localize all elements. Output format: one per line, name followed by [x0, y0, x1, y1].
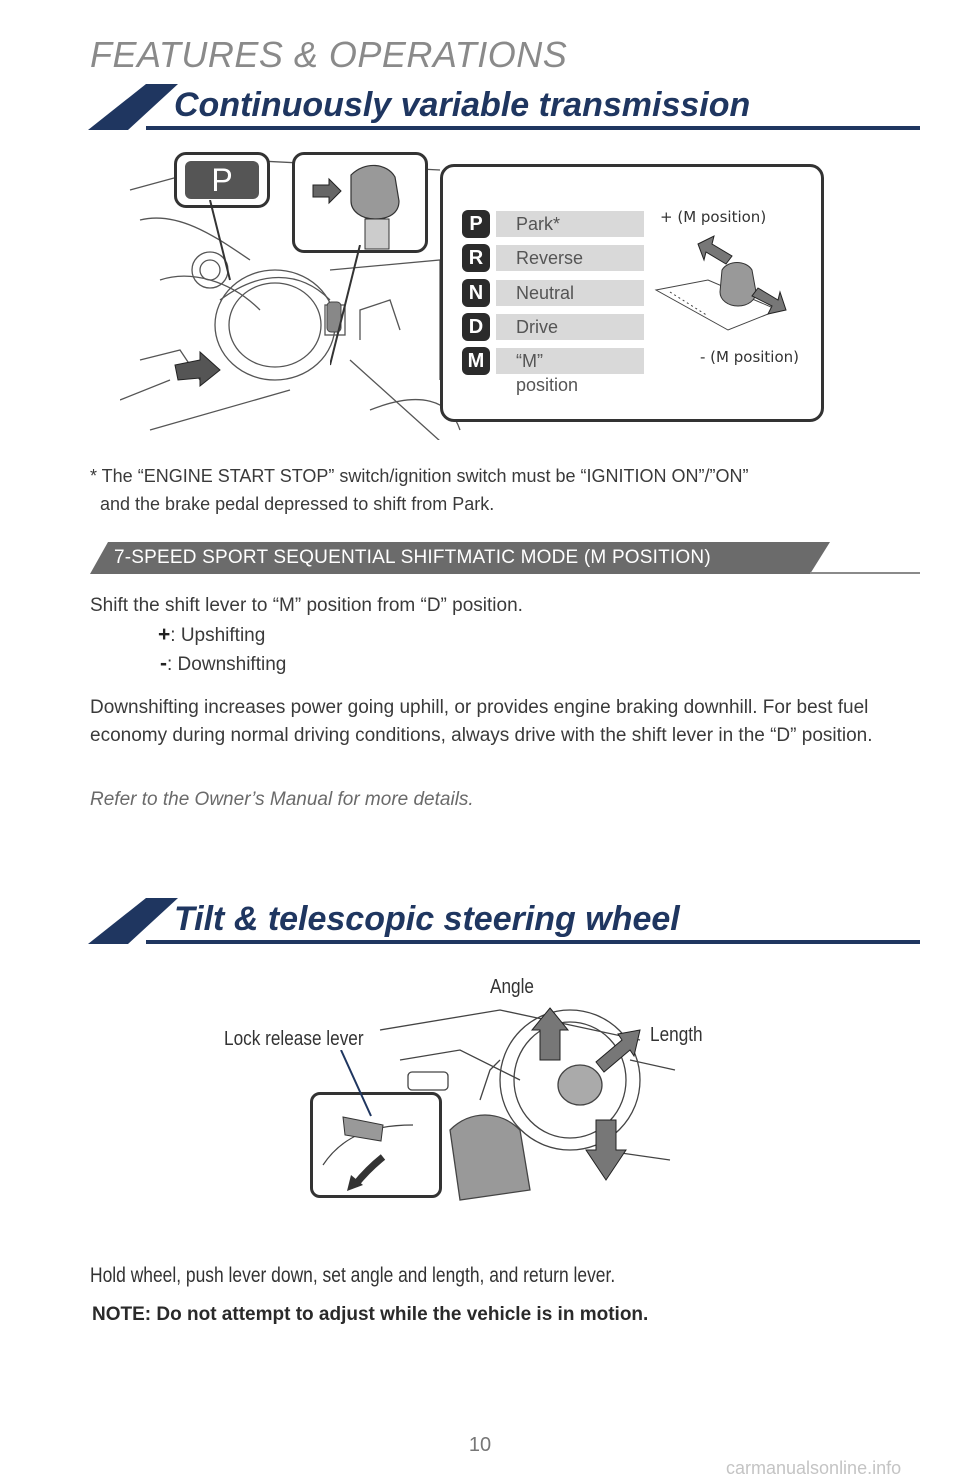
shift-instruction: Shift the shift lever to “M” position from “D” position.: [90, 595, 523, 616]
legend-label-m-position: “M” position: [516, 351, 579, 395]
downshift-text: : Downshifting: [167, 654, 287, 675]
minus-symbol: -: [160, 652, 167, 675]
watermark: carmanualsonline.info: [726, 1458, 902, 1478]
legend-badge-m: M: [462, 347, 490, 375]
downshift-row: [160, 650, 286, 679]
park-footnote: [90, 462, 920, 518]
legend-label-drive: Drive: [516, 317, 559, 337]
length-label: Length: [650, 1024, 703, 1046]
owners-manual-reference: Refer to the Owner’s Manual for more details.: [90, 789, 474, 810]
safety-note: NOTE: Do not attempt to adjust while the vehicle is in motion.: [92, 1304, 649, 1325]
plus-symbol: +: [158, 623, 171, 646]
shift-knob-callout: [292, 152, 428, 253]
shift-leader-line: [330, 245, 410, 385]
plus-m-label: + (M position): [660, 208, 767, 226]
legend-badge-r: R: [462, 244, 490, 272]
shift-knob-drawing: [295, 155, 425, 250]
page-number: 10: [468, 1434, 492, 1456]
subsection-title: 7-SPEED SPORT SEQUENTIAL SHIFTMATIC MODE (M POSITION): [114, 547, 711, 568]
legend-label-neutral: Neutral: [516, 283, 575, 303]
downshift-paragraph: Downshifting increases power going uphill, or provides engine braking downhill. For best fuel economy during normal driving conditions, always drive with the shift lever in the “D” position.: [90, 697, 873, 746]
upshift-row: [158, 621, 265, 650]
footnote-line-1: * The “ENGINE START STOP” switch/ignition switch must be “IGNITION ON”/”ON”: [90, 466, 749, 486]
park-symbol: P: [185, 161, 259, 199]
lock-release-label: Lock release lever: [224, 1028, 364, 1050]
subsection-banner: [90, 540, 920, 576]
steering-instruction: Hold wheel, push lever down, set angle and length, and return lever.: [90, 1264, 616, 1287]
legend-label-reverse: Reverse: [516, 248, 584, 268]
section-title-steering: Tilt & telescopic steering wheel: [174, 900, 680, 938]
legend-badge-p: P: [462, 210, 490, 238]
legend-badge-d: D: [462, 313, 490, 341]
upshift-text: : Upshifting: [170, 625, 266, 646]
lock-lever-leader-line: [335, 1050, 395, 1120]
legend-label-park: Park*: [516, 214, 561, 234]
section-banner-steering: [88, 896, 920, 944]
minus-m-label: - (M position): [700, 348, 800, 366]
manual-shift-diagram: [648, 230, 788, 345]
section-banner-cvt: [88, 82, 920, 130]
section-title-cvt: Continuously variable transmission: [174, 86, 751, 124]
angle-label: Angle: [490, 976, 534, 998]
legend-badge-n: N: [462, 279, 490, 307]
footnote-line-2: and the brake pedal depressed to shift from Park.: [100, 494, 495, 514]
page-header: FEATURES & OPERATIONS: [90, 34, 568, 75]
